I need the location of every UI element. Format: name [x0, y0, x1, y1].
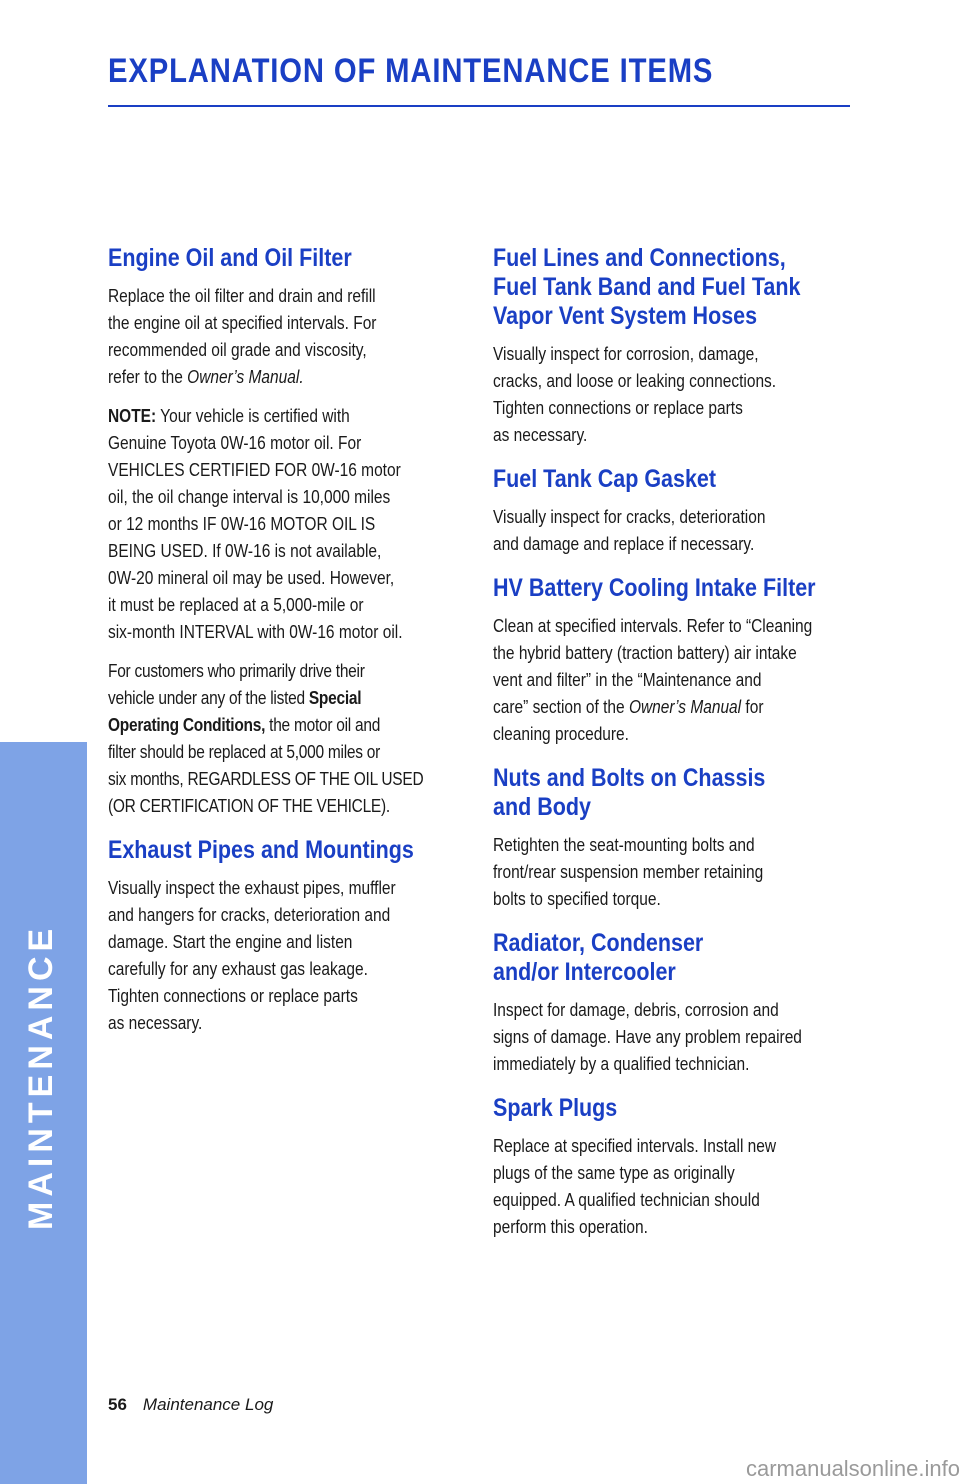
right-column	[493, 244, 858, 1257]
radiator-text: Inspect for damage, debris, corrosion and signs of damage. Have any problem repaired immediately by a qualified technician.	[493, 1000, 802, 1074]
page-title: EXPLANATION OF MAINTENANCE ITEMS	[108, 52, 714, 90]
section-hv-battery	[493, 574, 858, 748]
hv-battery-paragraph	[493, 613, 846, 748]
watermark: carmanualsonline.info	[745, 1456, 960, 1481]
exhaust-text: Visually inspect the exhaust pipes, muffler and hangers for cracks, deterioration and damage. Start the engine and listen carefully for any exhaust gas leakage. Tighten connections or replace parts as necessary.	[108, 878, 396, 1033]
engine-oil-note	[108, 403, 461, 646]
title-divider	[108, 105, 850, 107]
left-column	[108, 244, 453, 1053]
owners-manual-reference: Owner’s Manual	[628, 697, 742, 717]
section-heading-cap-gasket: Fuel Tank Cap Gasket	[493, 465, 717, 493]
fuel-lines-text: Visually inspect for corrosion, damage, cracks, and loose or leaking connections. Tighten connections or replace parts as necessary.	[493, 344, 777, 445]
special-conditions-paragraph	[108, 658, 461, 820]
owners-manual-reference: Owner’s Manual.	[187, 367, 304, 387]
hv-battery-text-a: Clean at specified intervals. Refer to “Cleaning the hybrid battery (traction battery) air intake vent and filter” in the “Maintenance and care” section of the	[493, 616, 813, 717]
special-conditions-text-b: the motor oil and filter should be replaced at 5,000 miles or six months, REGARDLESS OF THE OIL USED (OR CERTIFICATION OF THE VEHICLE).	[108, 715, 424, 816]
spark-plugs-text: Replace at specified intervals. Install new plugs of the same type as originally equipped. A qualified technician should perform this operation.	[493, 1136, 777, 1237]
engine-oil-paragraph	[108, 283, 461, 391]
section-nuts-bolts	[493, 764, 858, 913]
section-heading-spark-plugs: Spark Plugs	[493, 1094, 618, 1122]
section-heading-radiator: Radiator, Condenser and/or Intercooler	[493, 929, 704, 986]
footer-label: Maintenance Log	[142, 1395, 274, 1414]
page-footer	[108, 1395, 273, 1415]
section-engine-oil	[108, 244, 453, 820]
section-fuel-lines	[493, 244, 858, 449]
engine-oil-text: Replace the oil filter and drain and refill the engine oil at specified intervals. For recommended oil grade and viscosity, refer to the	[108, 286, 377, 387]
section-heading-nuts-bolts: Nuts and Bolts on Chassis and Body	[493, 764, 766, 821]
section-radiator	[493, 929, 858, 1078]
cap-gasket-text: Visually inspect for cracks, deterioration and damage and replace if necessary.	[493, 507, 766, 554]
special-conditions-text-a: For customers who primarily drive their vehicle under any of the listed	[108, 661, 365, 708]
note-text: Your vehicle is certified with Genuine Toyota 0W-16 motor oil. For VEHICLES CERTIFIED FOR 0W-16 motor oil, the oil change interval is 10,000 miles or 12 months IF 0W-16 MOTOR OIL IS BEING USED. If 0W-16 is not available, 0W-20 mineral oil may be used. However, it must be replaced at a 5,000-mile or six-month INTERVAL with 0W-16 motor oil.	[108, 406, 403, 642]
section-spark-plugs	[493, 1094, 858, 1241]
section-heading-fuel-lines: Fuel Lines and Connections, Fuel Tank Band and Fuel Tank Vapor Vent System Hoses	[493, 244, 801, 330]
side-tab-label: MAINTENANCE	[22, 923, 60, 1230]
section-cap-gasket	[493, 465, 858, 558]
nuts-bolts-text: Retighten the seat-mounting bolts and front/rear suspension member retaining bolts to specified torque.	[493, 835, 764, 909]
section-heading-hv-battery: HV Battery Cooling Intake Filter	[493, 574, 816, 602]
section-heading-exhaust: Exhaust Pipes and Mountings	[108, 836, 414, 864]
special-conditions-bold: Special Operating Conditions,	[108, 688, 362, 735]
page-number: 56	[108, 1395, 127, 1414]
section-heading-engine-oil: Engine Oil and Oil Filter	[108, 244, 352, 272]
note-label: NOTE:	[108, 406, 157, 426]
section-exhaust	[108, 836, 453, 1037]
hv-battery-text-b: for cleaning procedure.	[493, 697, 764, 744]
